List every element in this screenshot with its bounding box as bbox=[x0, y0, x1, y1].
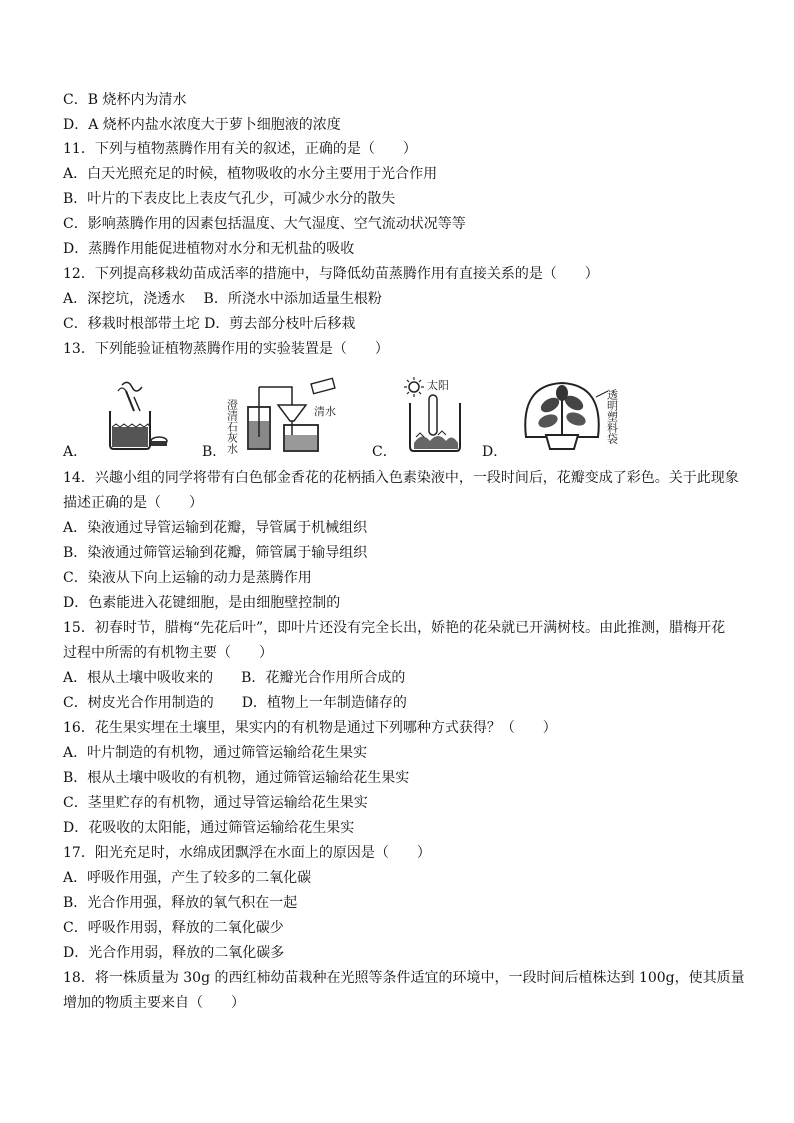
q17-stem: 17．阳光充足时，水绵成团飘浮在水面上的原因是（ ） bbox=[63, 845, 431, 861]
q11-option-d: D．蒸腾作用能促进植物对水分和无机盐的吸收 bbox=[63, 241, 355, 257]
q18-stem-line1: 18．将一株质量为 30g 的西红柿幼苗栽种在光照等条件适宜的环境中，一段时间后植株达到 100g，使其质量 bbox=[63, 970, 745, 986]
q17-option-a: A．呼吸作用强，产生了较多的二氧化碳 bbox=[63, 870, 312, 886]
q11-option-c: C．影响蒸腾作用的因素包括温度、大气湿度、空气流动状况等等 bbox=[63, 216, 466, 232]
clear-water-label: 清水 bbox=[314, 405, 336, 418]
q13-label-d: D． bbox=[482, 444, 508, 460]
q13-figure-a bbox=[96, 377, 168, 455]
q14-stem-line2: 描述正确的是（ ） bbox=[63, 495, 203, 511]
q17-option-b: B．光合作用强，释放的氧气积在一起 bbox=[63, 895, 298, 911]
q14-stem-line1: 14．兴趣小组的同学将带有白色郁金香花的花柄插入色素染液中，一段时间后，花瓣变成了彩色。关于此现象 bbox=[63, 470, 739, 486]
q16-option-a: A．叶片制造的有机物，通过筛管运输给花生果实 bbox=[63, 745, 368, 761]
q13-figure-b bbox=[225, 377, 342, 459]
q11-stem: 11．下列与植物蒸腾作用有关的叙述，正确的是（ ） bbox=[63, 141, 417, 157]
q15-options-ab: A．根从土壤中吸收来的 B．花瓣光合作用所合成的 bbox=[63, 670, 406, 686]
q14-option-c: C．染液从下向上运输的动力是蒸腾作用 bbox=[63, 570, 312, 586]
q16-option-b: B．根从土壤中吸收的有机物，通过筛管运输给花生果实 bbox=[63, 770, 410, 786]
q17-option-d: D．光合作用弱，释放的二氧化碳多 bbox=[63, 945, 285, 961]
q13-stem: 13．下列能验证植物蒸腾作用的实验装置是（ ） bbox=[63, 341, 389, 357]
q10-option-d: D．A 烧杯内盐水浓度大于萝卜细胞液的浓度 bbox=[63, 117, 341, 133]
q16-option-c: C．茎里贮存的有机物，通过导管运输给花生果实 bbox=[63, 795, 368, 811]
q16-option-d: D．花吸收的太阳能，通过筛管运输给花生果实 bbox=[63, 820, 355, 836]
sun-label: 太阳 bbox=[427, 379, 449, 392]
q15-stem-line1: 15．初春时节，腊梅“先花后叶”，即叶片还没有完全长出，娇艳的花朵就已开满树枝。由此推测，腊梅开花 bbox=[63, 620, 726, 636]
q12-stem: 12．下列提高移栽幼苗成活率的措施中，与降低幼苗蒸腾作用有直接关系的是（ ） bbox=[63, 266, 599, 282]
q17-option-c: C．呼吸作用弱，释放的二氧化碳少 bbox=[63, 920, 284, 936]
q10-option-c: C．B 烧杯内为清水 bbox=[63, 92, 187, 108]
q14-option-a: A．染液通过导管运输到花瓣，导管属于机械组织 bbox=[63, 520, 368, 536]
q16-stem: 16．花生果实埋在土壤里，果实内的有机物是通过下列哪种方式获得？（ ） bbox=[63, 720, 557, 736]
q18-stem-line2: 增加的物质主要来自（ ） bbox=[63, 995, 245, 1011]
q13-label-a: A． bbox=[63, 444, 88, 460]
q14-option-d: D．色素能进入花键细胞，是由细胞壁控制的 bbox=[63, 595, 341, 611]
q13-figure-d bbox=[512, 377, 632, 455]
q12-options-cd: C．移栽时根部带土坨 D．剪去部分枝叶后移栽 bbox=[63, 316, 356, 332]
lime-water-label: 澄清石灰水 bbox=[225, 399, 239, 454]
q13-label-b: B． bbox=[202, 444, 227, 460]
q15-options-cd: C．树皮光合作用制造的 D．植物上一年制造储存的 bbox=[63, 695, 407, 711]
q14-option-b: B．染液通过筛管运输到花瓣，筛管属于输导组织 bbox=[63, 545, 368, 561]
q12-options-ab: A．深挖坑，浇透水 B．所浇水中添加适量生根粉 bbox=[63, 291, 382, 307]
q11-option-b: B．叶片的下表皮比上表皮气孔少，可减少水分的散失 bbox=[63, 191, 396, 207]
plastic-bag-label: 透明塑料袋 bbox=[605, 389, 619, 444]
q15-stem-line2: 过程中所需的有机物主要（ ） bbox=[63, 645, 273, 661]
q13-figure-c bbox=[402, 377, 472, 457]
q13-label-c: C． bbox=[372, 444, 397, 460]
q11-option-a: A．白天光照充足的时候，植物吸收的水分主要用于光合作用 bbox=[63, 166, 438, 182]
